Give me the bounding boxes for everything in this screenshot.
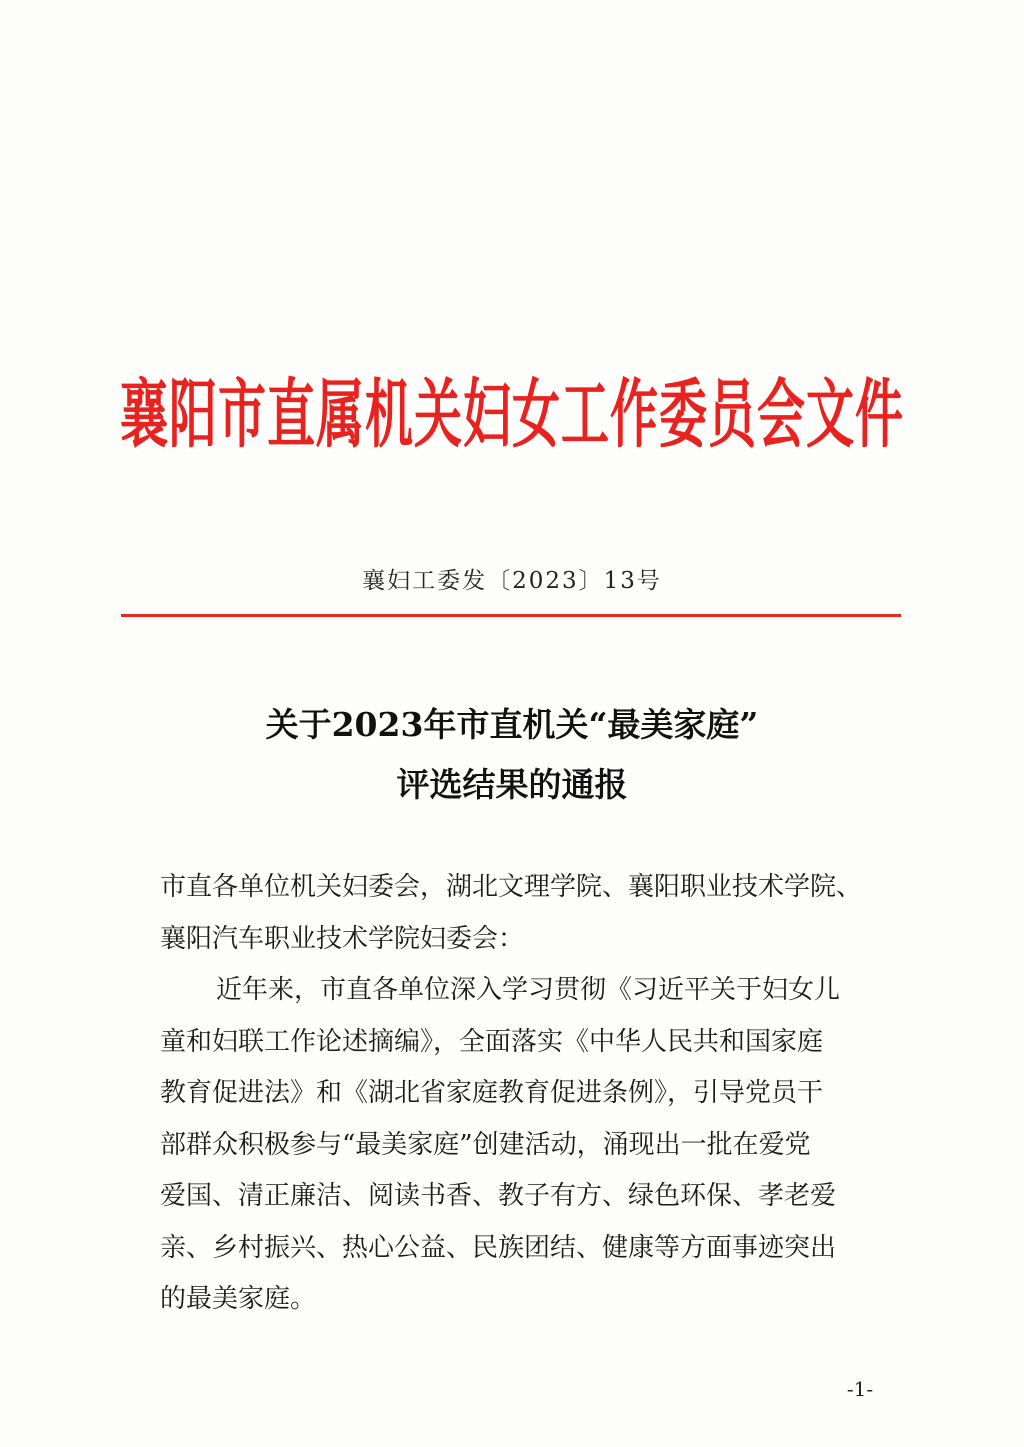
paragraph-line: 亲、乡村振兴、热心公益、民族团结、健康等方面事迹突出 (160, 1232, 837, 1263)
paragraph-line: 近年来，市直各单位深入学习贯彻《习近平关于妇女儿 (216, 975, 841, 1005)
body-text (160, 862, 890, 1326)
page-number: -1- (846, 1377, 874, 1401)
paragraph-line: 部群众积极参与“最美家庭”创建活动，涌现出一批在爱党 (160, 1129, 811, 1160)
addressee-line-2: 襄阳汽车职业技术学院妇委会： (160, 923, 525, 954)
paragraph-line: 童和妇联工作论述摘编》，全面落实《中华人民共和国家庭 (160, 1026, 824, 1057)
document-number: 襄妇工委发〔2023〕13号 (362, 568, 662, 594)
notice-title-line-2: 评选结果的通报 (396, 765, 628, 804)
notice-title-line-1: 关于2023年市直机关“最美家庭” (265, 705, 759, 744)
addressee-line-1: 市直各单位机关妇委会，湖北文理学院、襄阳职业技术学院、 (160, 872, 863, 902)
masthead-text: 襄阳市直属机关妇女工作委员会文件 (120, 371, 905, 459)
notice-title (0, 695, 1024, 815)
masthead-title (120, 350, 904, 480)
paragraph-line: 教育促进法》和《湖北省家庭教育促进条例》，引导党员干 (160, 1078, 824, 1108)
red-divider-line (121, 614, 901, 617)
paragraph-line: 爱国、清正廉洁、阅读书香、教子有方、绿色环保、孝老爱 (160, 1181, 837, 1211)
paragraph-line: 的最美家庭。 (160, 1284, 317, 1314)
